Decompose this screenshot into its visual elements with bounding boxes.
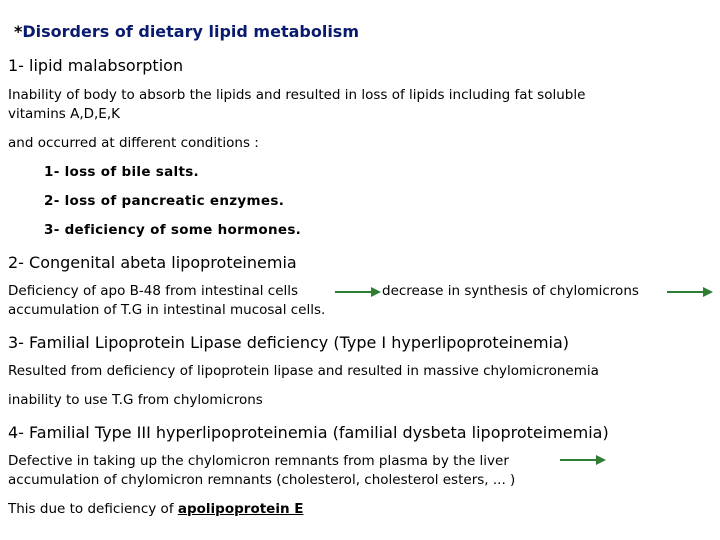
section4-line1: Defective in taking up the chylomicron remnants from plasma by the liver xyxy=(8,453,509,469)
section3-heading: 3- Familial Lipoprotein Lipase deficiency (Type I hyperlipoproteinemia) xyxy=(8,333,570,352)
title-text: Disorders of dietary lipid metabolism xyxy=(22,22,359,41)
section1-para-line2: vitamins A,D,E,K xyxy=(8,106,120,122)
arrow-icon xyxy=(335,286,381,298)
section3-line2: inability to use T.G from chylomicrons xyxy=(8,392,263,408)
section4-line2: accumulation of chylomicron remnants (cholesterol, cholesterol esters, ... ) xyxy=(8,472,516,488)
section2-heading: 2- Congenital abeta lipoproteinemia xyxy=(8,253,297,272)
arrow-icon xyxy=(560,454,606,466)
section2-line2: accumulation of T.G in intestinal mucosal cells. xyxy=(8,302,326,318)
section1-item-3: 3- deficiency of some hormones. xyxy=(44,222,302,238)
section1-para3: and occurred at different conditions : xyxy=(8,135,259,151)
section4-line3-prefix: This due to deficiency of xyxy=(8,501,174,517)
arrow-icon xyxy=(667,286,713,298)
apolipoprotein-e-emphasis: apolipoprotein E xyxy=(177,501,304,517)
page-title xyxy=(14,22,359,41)
section2-line1-b: decrease in synthesis of chylomicrons xyxy=(382,283,639,299)
section1-para-line1: Inability of body to absorb the lipids and resulted in loss of lipids including fat soluble xyxy=(8,87,586,103)
section4-line3 xyxy=(8,501,303,517)
section1-item-1: 1- loss of bile salts. xyxy=(44,164,199,180)
section1-item-2: 2- loss of pancreatic enzymes. xyxy=(44,193,285,209)
section2-line1-a: Deficiency of apo B-48 from intestinal cells xyxy=(8,283,299,299)
section4-heading: 4- Familial Type III hyperlipoproteinemia (familial dysbeta lipoproteimemia) xyxy=(8,423,609,442)
section3-line1: Resulted from deficiency of lipoprotein lipase and resulted in massive chylomicronemia xyxy=(8,363,599,379)
title-asterisk: * xyxy=(14,22,23,41)
section1-heading: 1- lipid malabsorption xyxy=(8,56,184,75)
